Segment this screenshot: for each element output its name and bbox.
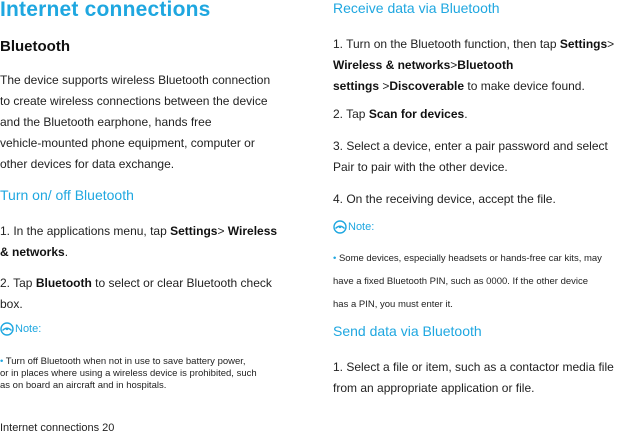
note-line: have a fixed Bluetooth PIN, such as 0000. If the other device <box>333 276 589 287</box>
step-2-line2: box. <box>0 297 23 311</box>
step-1-suffix: . <box>64 245 69 259</box>
note-label-right: Note: <box>333 220 374 234</box>
step-1-text: 1. In the applications menu, tap <box>0 224 171 238</box>
intro-line: and the Bluetooth earphone, hands free <box>0 115 212 129</box>
receive-step-3: 3. Select a device, enter a pair password and select Pair to pair with the other device. <box>333 139 608 174</box>
note-line: as on board an aircraft and in hospitals. <box>0 380 167 391</box>
intro-line: to create wireless connections between the device <box>0 94 268 108</box>
step-2-text: 2. Tap <box>0 276 36 290</box>
subheading-turn-on-off: Turn on/ off Bluetooth <box>0 187 134 203</box>
receive-step-1-bluetooth: Bluetooth <box>457 58 514 72</box>
note-line: Some devices, especially headsets or hands-free car kits, may <box>338 253 602 264</box>
step-1-settings: Settings <box>170 224 218 238</box>
receive-step-1-text: 1. Turn on the Bluetooth function, then tap <box>333 37 560 51</box>
intro-paragraph <box>0 70 270 175</box>
intro-line: vehicle-mounted phone equipment, computer or <box>0 136 255 150</box>
subheading-send-data: Send data via Bluetooth <box>333 323 482 339</box>
receive-step-2-scan: Scan for devices <box>368 107 465 121</box>
note-label: Note: <box>0 322 41 336</box>
step-1-separator: > <box>217 224 228 238</box>
note-text <box>0 356 257 392</box>
note-text-right <box>333 247 602 316</box>
receive-step-1-settings: Settings <box>559 37 608 51</box>
receive-step-1-discoverable: Discoverable <box>389 79 465 93</box>
note-icon <box>333 220 347 234</box>
step-1-networks: & networks <box>0 245 65 259</box>
note-icon <box>0 322 14 336</box>
intro-line: The device supports wireless Bluetooth connection <box>0 73 271 87</box>
receive-step-1-settings2: settings <box>333 79 383 93</box>
receive-step-4: 4. On the receiving device, accept the file. <box>333 192 556 206</box>
receive-step-1: 1. Turn on the Bluetooth function, then tap Settings> Wireless & networks>Bluetooth settings >Discoverable to make device found. <box>333 37 615 93</box>
step-2-bluetooth: Bluetooth <box>35 276 92 290</box>
step-1 <box>0 221 277 263</box>
note-bullet: • <box>333 253 337 264</box>
intro-line: other devices for data exchange. <box>0 157 175 171</box>
receive-step-2: 2. Tap Scan for devices. <box>333 107 468 121</box>
page-footer: Internet connections 20 <box>0 422 115 434</box>
receive-step-1-wireless: Wireless & networks <box>333 58 451 72</box>
step-1-wireless: Wireless <box>227 224 278 238</box>
step-2 <box>0 273 272 315</box>
step-2-suffix: to select or clear Bluetooth check <box>91 276 272 290</box>
section-heading-bluetooth: Bluetooth <box>0 38 70 55</box>
note-line: has a PIN, you must enter it. <box>333 299 453 310</box>
note-line: or in places where using a wireless device is prohibited, such <box>0 368 257 379</box>
send-step-1: 1. Select a file or item, such as a contactor media file from an appropriate application or file. <box>333 360 614 395</box>
note-bullet: • <box>0 356 4 367</box>
page-title: Internet connections <box>0 0 211 21</box>
note-line: Turn off Bluetooth when not in use to save battery power, <box>5 356 246 367</box>
subheading-receive-data: Receive data via Bluetooth <box>333 0 500 16</box>
